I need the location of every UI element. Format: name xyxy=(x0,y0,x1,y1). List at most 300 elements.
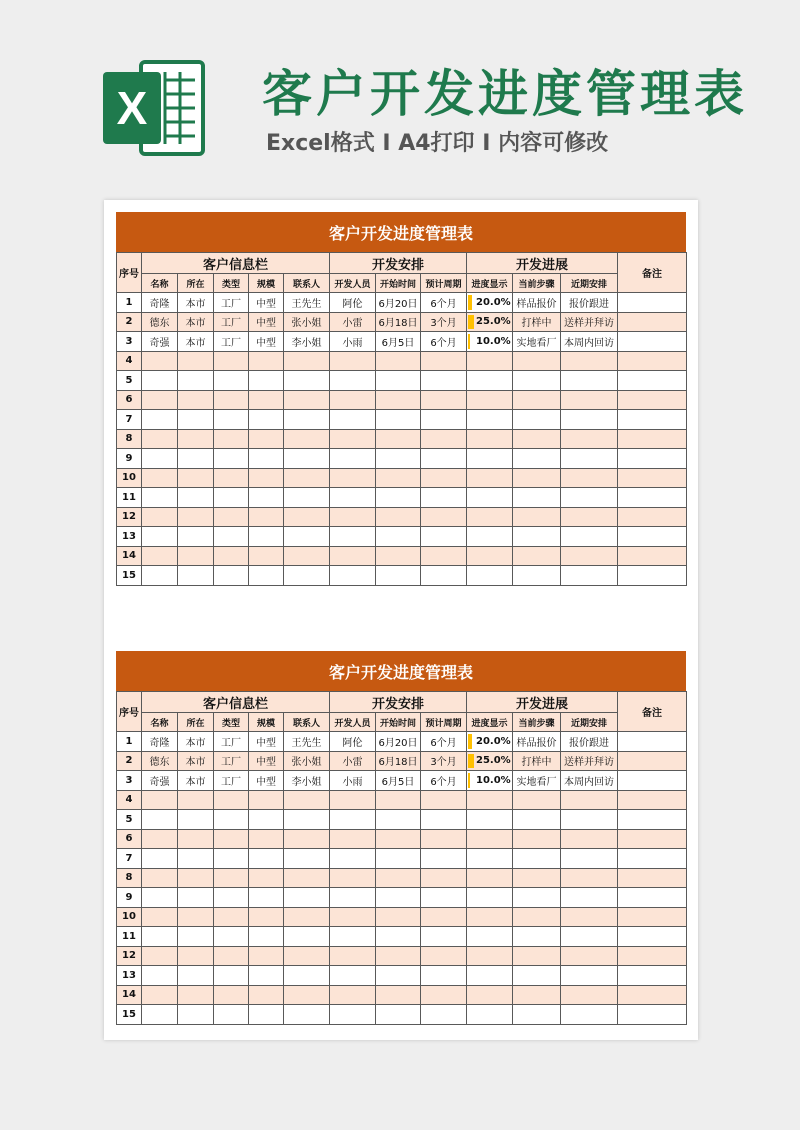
cell-contact[interactable] xyxy=(284,546,330,566)
cell-location[interactable] xyxy=(178,868,214,888)
cell-plan[interactable] xyxy=(561,351,618,371)
cell-scale[interactable]: 中型 xyxy=(249,751,284,771)
cell-contact[interactable] xyxy=(284,810,330,830)
cell-start[interactable] xyxy=(376,507,421,527)
cell-contact[interactable] xyxy=(284,907,330,927)
cell-scale[interactable] xyxy=(249,507,284,527)
cell-location[interactable]: 本市 xyxy=(178,751,214,771)
cell-type[interactable] xyxy=(214,527,249,547)
cell-start[interactable] xyxy=(376,566,421,586)
cell-type[interactable] xyxy=(214,449,249,469)
cell-scale[interactable] xyxy=(249,566,284,586)
cell-period[interactable] xyxy=(421,927,467,947)
cell-scale[interactable] xyxy=(249,966,284,986)
cell-developer[interactable]: 小雷 xyxy=(330,312,376,332)
cell-remark[interactable] xyxy=(618,907,687,927)
cell-location[interactable] xyxy=(178,966,214,986)
cell-remark[interactable] xyxy=(618,507,687,527)
progress-cell[interactable] xyxy=(467,293,513,313)
cell-location[interactable]: 本市 xyxy=(178,332,214,352)
progress-cell[interactable] xyxy=(467,488,513,508)
cell-remark[interactable] xyxy=(618,293,687,313)
cell-name[interactable] xyxy=(142,810,178,830)
cell-start[interactable]: 6月20日 xyxy=(376,293,421,313)
cell-start[interactable]: 6月5日 xyxy=(376,332,421,352)
progress-cell[interactable] xyxy=(467,410,513,430)
cell-contact[interactable] xyxy=(284,1005,330,1025)
cell-developer[interactable] xyxy=(330,488,376,508)
cell-scale[interactable] xyxy=(249,985,284,1005)
cell-period[interactable] xyxy=(421,351,467,371)
cell-step[interactable] xyxy=(513,868,561,888)
cell-name[interactable] xyxy=(142,371,178,391)
cell-scale[interactable] xyxy=(249,546,284,566)
cell-type[interactable]: 工厂 xyxy=(214,332,249,352)
cell-location[interactable] xyxy=(178,1005,214,1025)
cell-period[interactable]: 6个月 xyxy=(421,771,467,791)
cell-plan[interactable] xyxy=(561,966,618,986)
cell-plan[interactable] xyxy=(561,790,618,810)
cell-start[interactable] xyxy=(376,907,421,927)
cell-remark[interactable] xyxy=(618,332,687,352)
cell-period[interactable]: 3个月 xyxy=(421,312,467,332)
cell-step[interactable]: 实地看厂 xyxy=(513,771,561,791)
cell-start[interactable] xyxy=(376,868,421,888)
cell-remark[interactable] xyxy=(618,449,687,469)
cell-remark[interactable] xyxy=(618,790,687,810)
cell-type[interactable] xyxy=(214,946,249,966)
cell-type[interactable]: 工厂 xyxy=(214,732,249,752)
cell-step[interactable] xyxy=(513,488,561,508)
cell-location[interactable] xyxy=(178,546,214,566)
progress-cell[interactable] xyxy=(467,946,513,966)
cell-step[interactable] xyxy=(513,390,561,410)
cell-type[interactable] xyxy=(214,829,249,849)
cell-step[interactable] xyxy=(513,946,561,966)
cell-period[interactable] xyxy=(421,371,467,391)
cell-name[interactable] xyxy=(142,410,178,430)
cell-location[interactable] xyxy=(178,488,214,508)
cell-period[interactable] xyxy=(421,907,467,927)
cell-contact[interactable] xyxy=(284,966,330,986)
cell-plan[interactable]: 送样并拜访 xyxy=(561,751,618,771)
cell-start[interactable] xyxy=(376,488,421,508)
cell-remark[interactable] xyxy=(618,966,687,986)
cell-developer[interactable] xyxy=(330,1005,376,1025)
cell-location[interactable] xyxy=(178,390,214,410)
cell-location[interactable] xyxy=(178,927,214,947)
cell-step[interactable] xyxy=(513,546,561,566)
cell-location[interactable] xyxy=(178,566,214,586)
cell-location[interactable] xyxy=(178,849,214,869)
cell-name[interactable] xyxy=(142,566,178,586)
cell-developer[interactable] xyxy=(330,546,376,566)
cell-plan[interactable] xyxy=(561,468,618,488)
cell-name[interactable]: 德东 xyxy=(142,751,178,771)
cell-period[interactable] xyxy=(421,410,467,430)
progress-cell[interactable] xyxy=(467,829,513,849)
cell-developer[interactable] xyxy=(330,468,376,488)
cell-plan[interactable] xyxy=(561,546,618,566)
cell-type[interactable] xyxy=(214,410,249,430)
cell-period[interactable]: 3个月 xyxy=(421,751,467,771)
cell-start[interactable] xyxy=(376,410,421,430)
cell-location[interactable] xyxy=(178,810,214,830)
cell-contact[interactable]: 张小姐 xyxy=(284,312,330,332)
cell-location[interactable] xyxy=(178,790,214,810)
cell-developer[interactable] xyxy=(330,371,376,391)
cell-type[interactable] xyxy=(214,888,249,908)
cell-scale[interactable] xyxy=(249,907,284,927)
cell-name[interactable] xyxy=(142,927,178,947)
cell-step[interactable] xyxy=(513,507,561,527)
progress-cell[interactable] xyxy=(467,888,513,908)
cell-developer[interactable] xyxy=(330,849,376,869)
progress-cell[interactable] xyxy=(467,771,513,791)
cell-step[interactable] xyxy=(513,566,561,586)
progress-cell[interactable] xyxy=(467,390,513,410)
cell-step[interactable] xyxy=(513,351,561,371)
cell-start[interactable] xyxy=(376,546,421,566)
cell-contact[interactable] xyxy=(284,868,330,888)
progress-cell[interactable] xyxy=(467,507,513,527)
cell-remark[interactable] xyxy=(618,527,687,547)
cell-location[interactable] xyxy=(178,468,214,488)
cell-contact[interactable] xyxy=(284,429,330,449)
cell-remark[interactable] xyxy=(618,566,687,586)
cell-contact[interactable] xyxy=(284,566,330,586)
cell-contact[interactable] xyxy=(284,449,330,469)
cell-developer[interactable] xyxy=(330,390,376,410)
cell-plan[interactable] xyxy=(561,449,618,469)
cell-contact[interactable] xyxy=(284,390,330,410)
cell-name[interactable] xyxy=(142,985,178,1005)
cell-scale[interactable] xyxy=(249,790,284,810)
cell-type[interactable] xyxy=(214,1005,249,1025)
cell-remark[interactable] xyxy=(618,927,687,947)
cell-period[interactable] xyxy=(421,829,467,849)
cell-scale[interactable] xyxy=(249,810,284,830)
cell-name[interactable] xyxy=(142,946,178,966)
cell-contact[interactable]: 王先生 xyxy=(284,732,330,752)
cell-type[interactable] xyxy=(214,507,249,527)
cell-scale[interactable]: 中型 xyxy=(249,332,284,352)
cell-scale[interactable] xyxy=(249,1005,284,1025)
cell-location[interactable] xyxy=(178,907,214,927)
cell-remark[interactable] xyxy=(618,829,687,849)
cell-contact[interactable] xyxy=(284,351,330,371)
cell-step[interactable] xyxy=(513,810,561,830)
cell-period[interactable] xyxy=(421,429,467,449)
progress-cell[interactable] xyxy=(467,312,513,332)
progress-cell[interactable] xyxy=(467,332,513,352)
cell-remark[interactable] xyxy=(618,1005,687,1025)
cell-plan[interactable]: 送样并拜访 xyxy=(561,312,618,332)
cell-period[interactable]: 6个月 xyxy=(421,332,467,352)
cell-contact[interactable] xyxy=(284,985,330,1005)
cell-scale[interactable] xyxy=(249,849,284,869)
cell-scale[interactable] xyxy=(249,410,284,430)
cell-step[interactable] xyxy=(513,849,561,869)
cell-contact[interactable] xyxy=(284,946,330,966)
cell-contact[interactable] xyxy=(284,927,330,947)
cell-location[interactable] xyxy=(178,527,214,547)
cell-location[interactable] xyxy=(178,371,214,391)
cell-developer[interactable] xyxy=(330,790,376,810)
cell-contact[interactable] xyxy=(284,410,330,430)
cell-scale[interactable]: 中型 xyxy=(249,293,284,313)
cell-location[interactable] xyxy=(178,888,214,908)
cell-plan[interactable] xyxy=(561,527,618,547)
cell-developer[interactable]: 小雨 xyxy=(330,332,376,352)
cell-period[interactable]: 6个月 xyxy=(421,732,467,752)
cell-name[interactable] xyxy=(142,429,178,449)
cell-start[interactable] xyxy=(376,985,421,1005)
cell-step[interactable] xyxy=(513,927,561,947)
cell-location[interactable]: 本市 xyxy=(178,312,214,332)
cell-period[interactable] xyxy=(421,888,467,908)
cell-step[interactable] xyxy=(513,468,561,488)
cell-start[interactable] xyxy=(376,849,421,869)
cell-developer[interactable] xyxy=(330,449,376,469)
cell-type[interactable] xyxy=(214,790,249,810)
cell-type[interactable]: 工厂 xyxy=(214,312,249,332)
progress-cell[interactable] xyxy=(467,468,513,488)
cell-scale[interactable] xyxy=(249,390,284,410)
cell-contact[interactable] xyxy=(284,371,330,391)
cell-step[interactable] xyxy=(513,429,561,449)
cell-name[interactable] xyxy=(142,907,178,927)
cell-name[interactable] xyxy=(142,868,178,888)
cell-plan[interactable] xyxy=(561,849,618,869)
cell-plan[interactable] xyxy=(561,429,618,449)
cell-step[interactable] xyxy=(513,907,561,927)
cell-step[interactable]: 打样中 xyxy=(513,751,561,771)
cell-start[interactable] xyxy=(376,1005,421,1025)
cell-period[interactable] xyxy=(421,390,467,410)
progress-cell[interactable] xyxy=(467,751,513,771)
cell-location[interactable] xyxy=(178,449,214,469)
cell-remark[interactable] xyxy=(618,868,687,888)
cell-plan[interactable]: 报价跟进 xyxy=(561,293,618,313)
cell-step[interactable] xyxy=(513,371,561,391)
cell-step[interactable] xyxy=(513,829,561,849)
cell-plan[interactable] xyxy=(561,907,618,927)
progress-cell[interactable] xyxy=(467,566,513,586)
cell-developer[interactable] xyxy=(330,810,376,830)
cell-developer[interactable] xyxy=(330,829,376,849)
cell-name[interactable] xyxy=(142,849,178,869)
cell-remark[interactable] xyxy=(618,732,687,752)
cell-step[interactable] xyxy=(513,790,561,810)
cell-period[interactable] xyxy=(421,810,467,830)
cell-scale[interactable] xyxy=(249,449,284,469)
cell-contact[interactable] xyxy=(284,507,330,527)
cell-name[interactable] xyxy=(142,449,178,469)
cell-start[interactable]: 6月20日 xyxy=(376,732,421,752)
cell-remark[interactable] xyxy=(618,488,687,508)
cell-plan[interactable] xyxy=(561,985,618,1005)
cell-developer[interactable] xyxy=(330,566,376,586)
cell-contact[interactable] xyxy=(284,527,330,547)
progress-cell[interactable] xyxy=(467,449,513,469)
cell-location[interactable] xyxy=(178,351,214,371)
cell-period[interactable]: 6个月 xyxy=(421,293,467,313)
cell-scale[interactable] xyxy=(249,527,284,547)
cell-type[interactable] xyxy=(214,927,249,947)
cell-name[interactable] xyxy=(142,829,178,849)
cell-period[interactable] xyxy=(421,449,467,469)
cell-contact[interactable] xyxy=(284,888,330,908)
cell-scale[interactable] xyxy=(249,371,284,391)
cell-location[interactable] xyxy=(178,829,214,849)
progress-cell[interactable] xyxy=(467,1005,513,1025)
cell-type[interactable] xyxy=(214,810,249,830)
cell-type[interactable]: 工厂 xyxy=(214,771,249,791)
cell-contact[interactable]: 张小姐 xyxy=(284,751,330,771)
cell-developer[interactable] xyxy=(330,946,376,966)
cell-step[interactable] xyxy=(513,410,561,430)
cell-step[interactable] xyxy=(513,888,561,908)
cell-period[interactable] xyxy=(421,790,467,810)
cell-type[interactable] xyxy=(214,351,249,371)
cell-scale[interactable] xyxy=(249,468,284,488)
cell-developer[interactable] xyxy=(330,351,376,371)
cell-type[interactable] xyxy=(214,966,249,986)
cell-type[interactable] xyxy=(214,468,249,488)
cell-name[interactable]: 奇强 xyxy=(142,332,178,352)
cell-plan[interactable]: 本周内回访 xyxy=(561,771,618,791)
cell-start[interactable] xyxy=(376,829,421,849)
cell-start[interactable] xyxy=(376,468,421,488)
cell-developer[interactable] xyxy=(330,907,376,927)
cell-step[interactable]: 打样中 xyxy=(513,312,561,332)
cell-location[interactable] xyxy=(178,429,214,449)
cell-name[interactable]: 奇隆 xyxy=(142,732,178,752)
cell-start[interactable]: 6月18日 xyxy=(376,312,421,332)
cell-remark[interactable] xyxy=(618,390,687,410)
cell-step[interactable]: 样品报价 xyxy=(513,293,561,313)
cell-period[interactable] xyxy=(421,849,467,869)
cell-scale[interactable] xyxy=(249,868,284,888)
cell-developer[interactable] xyxy=(330,507,376,527)
cell-name[interactable] xyxy=(142,390,178,410)
cell-start[interactable]: 6月18日 xyxy=(376,751,421,771)
progress-cell[interactable] xyxy=(467,732,513,752)
cell-type[interactable] xyxy=(214,488,249,508)
cell-type[interactable] xyxy=(214,907,249,927)
cell-name[interactable] xyxy=(142,527,178,547)
cell-start[interactable] xyxy=(376,390,421,410)
progress-cell[interactable] xyxy=(467,927,513,947)
cell-location[interactable]: 本市 xyxy=(178,293,214,313)
progress-cell[interactable] xyxy=(467,907,513,927)
cell-scale[interactable] xyxy=(249,488,284,508)
cell-plan[interactable] xyxy=(561,868,618,888)
cell-type[interactable] xyxy=(214,868,249,888)
cell-start[interactable] xyxy=(376,888,421,908)
cell-step[interactable] xyxy=(513,985,561,1005)
cell-remark[interactable] xyxy=(618,888,687,908)
cell-step[interactable] xyxy=(513,527,561,547)
cell-contact[interactable] xyxy=(284,829,330,849)
cell-scale[interactable] xyxy=(249,429,284,449)
cell-start[interactable] xyxy=(376,966,421,986)
cell-plan[interactable] xyxy=(561,946,618,966)
cell-name[interactable] xyxy=(142,488,178,508)
cell-start[interactable] xyxy=(376,351,421,371)
cell-contact[interactable] xyxy=(284,790,330,810)
cell-period[interactable] xyxy=(421,566,467,586)
cell-developer[interactable] xyxy=(330,966,376,986)
cell-type[interactable] xyxy=(214,429,249,449)
cell-remark[interactable] xyxy=(618,849,687,869)
cell-remark[interactable] xyxy=(618,410,687,430)
progress-cell[interactable] xyxy=(467,985,513,1005)
cell-plan[interactable] xyxy=(561,566,618,586)
cell-name[interactable]: 奇隆 xyxy=(142,293,178,313)
cell-start[interactable] xyxy=(376,449,421,469)
cell-remark[interactable] xyxy=(618,751,687,771)
cell-plan[interactable] xyxy=(561,927,618,947)
cell-developer[interactable]: 小雷 xyxy=(330,751,376,771)
cell-start[interactable] xyxy=(376,790,421,810)
cell-developer[interactable] xyxy=(330,868,376,888)
cell-type[interactable] xyxy=(214,566,249,586)
cell-developer[interactable]: 阿伦 xyxy=(330,293,376,313)
cell-name[interactable] xyxy=(142,1005,178,1025)
cell-plan[interactable] xyxy=(561,810,618,830)
cell-location[interactable] xyxy=(178,985,214,1005)
cell-plan[interactable] xyxy=(561,488,618,508)
cell-type[interactable] xyxy=(214,390,249,410)
progress-cell[interactable] xyxy=(467,868,513,888)
cell-name[interactable] xyxy=(142,468,178,488)
progress-cell[interactable] xyxy=(467,351,513,371)
cell-name[interactable] xyxy=(142,507,178,527)
cell-type[interactable] xyxy=(214,371,249,391)
cell-contact[interactable] xyxy=(284,849,330,869)
cell-name[interactable]: 德东 xyxy=(142,312,178,332)
cell-period[interactable] xyxy=(421,468,467,488)
cell-developer[interactable]: 小雨 xyxy=(330,771,376,791)
cell-contact[interactable]: 李小姐 xyxy=(284,332,330,352)
progress-cell[interactable] xyxy=(467,527,513,547)
cell-developer[interactable] xyxy=(330,888,376,908)
cell-scale[interactable] xyxy=(249,927,284,947)
cell-scale[interactable]: 中型 xyxy=(249,312,284,332)
cell-remark[interactable] xyxy=(618,985,687,1005)
cell-step[interactable] xyxy=(513,1005,561,1025)
cell-period[interactable] xyxy=(421,868,467,888)
cell-period[interactable] xyxy=(421,488,467,508)
cell-remark[interactable] xyxy=(618,546,687,566)
cell-type[interactable]: 工厂 xyxy=(214,751,249,771)
cell-scale[interactable]: 中型 xyxy=(249,771,284,791)
cell-developer[interactable]: 阿伦 xyxy=(330,732,376,752)
cell-plan[interactable] xyxy=(561,371,618,391)
cell-plan[interactable] xyxy=(561,1005,618,1025)
cell-start[interactable]: 6月5日 xyxy=(376,771,421,791)
cell-remark[interactable] xyxy=(618,771,687,791)
cell-step[interactable]: 实地看厂 xyxy=(513,332,561,352)
cell-period[interactable] xyxy=(421,946,467,966)
cell-plan[interactable] xyxy=(561,410,618,430)
cell-type[interactable] xyxy=(214,985,249,1005)
cell-scale[interactable] xyxy=(249,829,284,849)
progress-cell[interactable] xyxy=(467,429,513,449)
cell-type[interactable] xyxy=(214,546,249,566)
